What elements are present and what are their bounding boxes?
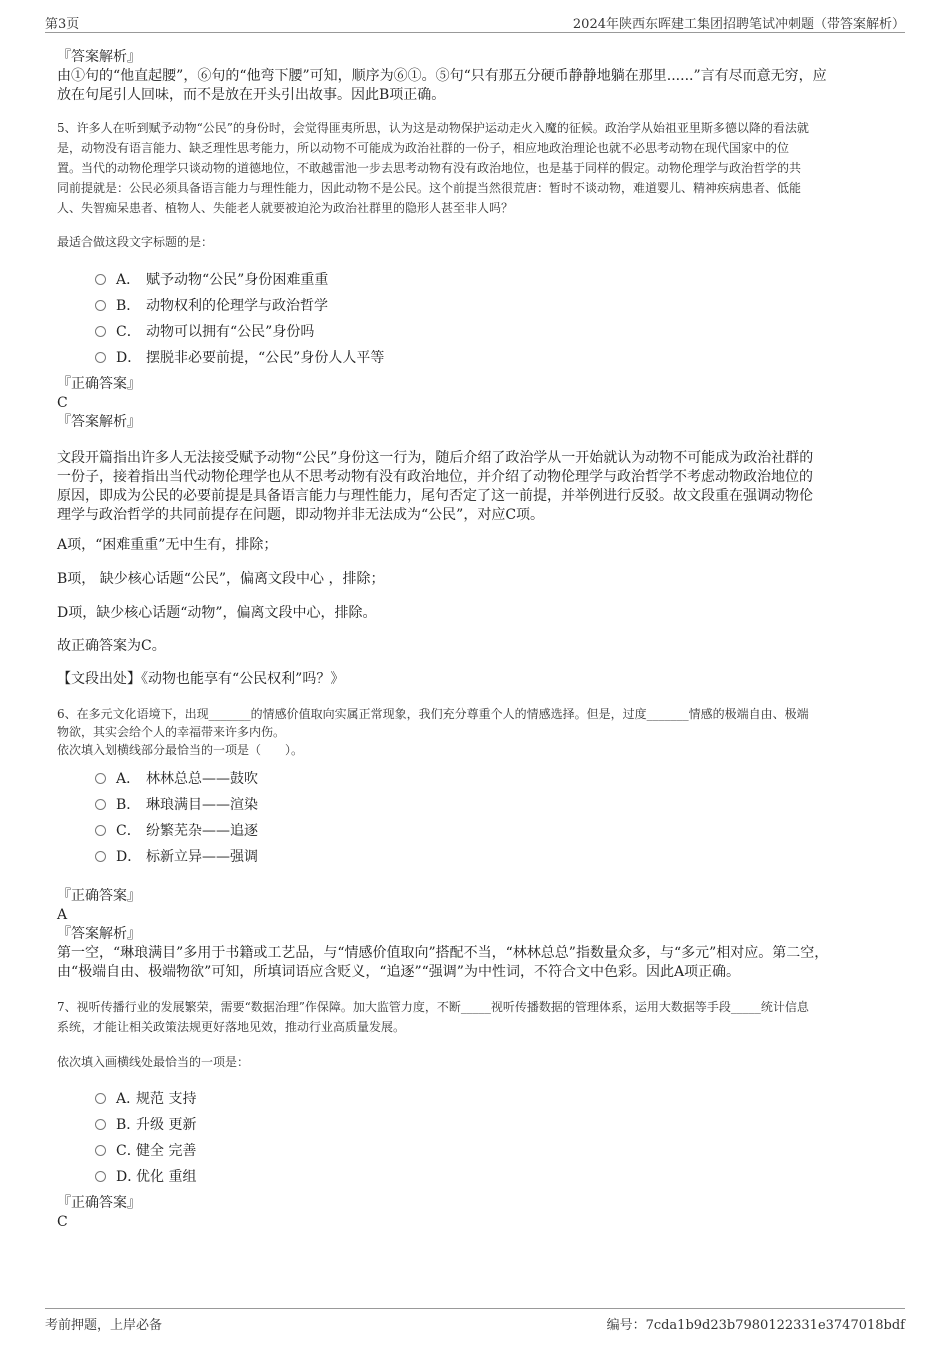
analysis-line: 由“极端自由、极端物欲”可知，所填词语应含贬义，“追逐”“强调”为中性词，不符合文中色彩。因此A项正确。 [57, 964, 741, 980]
option-text: 动物可以拥有“公民”身份吗 [146, 324, 315, 340]
option-text: 琳琅满目——渲染 [146, 797, 258, 813]
option-a[interactable] [95, 269, 328, 289]
header-divider [45, 32, 905, 33]
radio-button-icon[interactable] [95, 326, 106, 337]
option-a[interactable] [95, 1088, 196, 1108]
option-text: 标新立异——强调 [146, 849, 258, 865]
option-d[interactable] [95, 347, 384, 367]
page-number: 第3页 [45, 17, 80, 32]
option-text: 摆脱非必要前提，“公民”身份人人平等 [146, 350, 385, 366]
option-text: 升级 更新 [136, 1117, 197, 1133]
option-text: 规范 支持 [136, 1091, 197, 1107]
radio-button-icon[interactable] [95, 799, 106, 810]
option-text: 林林总总——鼓吹 [146, 771, 258, 787]
radio-button-icon[interactable] [95, 352, 106, 363]
q6-answer [57, 887, 892, 982]
option-c[interactable] [95, 1140, 196, 1160]
option-letter: A． [116, 1091, 141, 1107]
option-letter: D． [116, 1169, 142, 1185]
q5-analysis [57, 449, 892, 525]
answer-label: 『正确答案』 [57, 376, 141, 392]
radio-button-icon[interactable] [95, 300, 106, 311]
analysis-line: 一份子，接着指出当代动物伦理学也从不思考动物有没有政治地位，并介绍了动物伦理学与政治哲学不考虑动物政治地位的 [57, 469, 813, 485]
q5-note-d: D项，缺少核心话题“动物”，偏离文段中心，排除。 [57, 605, 377, 621]
analysis-line: 放在句尾引人回味，而不是放在开头引出故事。因此B项正确。 [57, 87, 446, 103]
question-text: 是，动物没有语言能力、缺乏理性思考能力，所以动物不可能成为政治社群的一份子，相应地政治理论也就不必思考动物在现代国家中的位 [57, 141, 790, 155]
radio-button-icon[interactable] [95, 1145, 106, 1156]
option-d[interactable] [95, 846, 258, 866]
q5-prompt: 最适合做这段文字标题的是： [57, 235, 214, 249]
radio-button-icon[interactable] [95, 1119, 106, 1130]
radio-button-icon[interactable] [95, 1093, 106, 1104]
answer-value: A [57, 907, 68, 923]
radio-button-icon[interactable] [95, 773, 106, 784]
analysis-line: 文段开篇指出许多人无法接受赋予动物“公民”身份这一行为，随后介绍了政治学从一开始就认为动物不可能成为政治社群的 [57, 450, 814, 466]
question-text: 置。当代的动物伦理学只谈动物的道德地位，不敢越雷池一步去思考动物有没有政治地位，也是基于同样的假定。动物伦理学与政治哲学的共 [57, 161, 802, 175]
q5-source: 【文段出处】《动物也能享有“公民权利”吗？》 [57, 671, 345, 687]
question-text: 6、在多元文化语境下，出现_______的情感价值取向实属正常现象，我们充分尊重个人的情感选择。但是，过度_______情感的极端自由、极端 [57, 707, 809, 721]
option-letter: D． [116, 849, 142, 865]
option-letter: C． [116, 1143, 141, 1159]
option-letter: B． [116, 797, 141, 813]
option-b[interactable] [95, 794, 258, 814]
option-text: 赋予动物“公民”身份困难重重 [146, 272, 329, 288]
question-text: 依次填入划横线部分最恰当的一项是（ ）。 [57, 743, 304, 757]
radio-button-icon[interactable] [95, 274, 106, 285]
question-text: 物欲，其实会给个人的幸福带来许多内伤。 [57, 725, 286, 739]
option-b[interactable] [95, 295, 328, 315]
analysis-label: 『答案解析』 [57, 926, 141, 942]
option-text: 健全 完善 [136, 1143, 197, 1159]
footer-divider [45, 1308, 905, 1309]
footer-slogan: 考前押题，上岸必备 [45, 1318, 163, 1333]
q4-analysis [57, 48, 892, 105]
option-letter: B． [116, 298, 141, 314]
option-letter: A． [116, 771, 141, 787]
option-letter: D． [116, 350, 142, 366]
q7-answer [57, 1194, 892, 1232]
question-text: 同前提就是：公民必须具备语言能力与理性能力，因此动物不是公民。这个前提当然很荒唐：暂时不谈动物，难道婴儿、精神疾病患者、低能 [57, 181, 802, 195]
answer-value: C [57, 1214, 68, 1230]
question-text: 5、许多人在听到赋予动物“公民”的身份时，会觉得匪夷所思，认为这是动物保护运动走火入魔的征候。政治学从始祖亚里斯多德以降的看法就 [57, 121, 809, 135]
option-d[interactable] [95, 1166, 196, 1186]
q5-note-a: A项，“困难重重”无中生有，排除； [57, 537, 278, 553]
radio-button-icon[interactable] [95, 851, 106, 862]
question-text: 系统，才能让相关政策法规更好落地见效，推动行业高质量发展。 [57, 1020, 406, 1034]
option-a[interactable] [95, 768, 258, 788]
q6-stem [57, 705, 892, 759]
option-b[interactable] [95, 1114, 196, 1134]
radio-button-icon[interactable] [95, 825, 106, 836]
option-letter: B． [116, 1117, 141, 1133]
option-text: 动物权利的伦理学与政治哲学 [146, 298, 328, 314]
analysis-line: 理学与政治哲学的共同前提存在问题，即动物并非无法成为“公民”，对应C项。 [57, 507, 545, 523]
q5-conclusion: 故正确答案为C。 [57, 638, 166, 654]
option-c[interactable] [95, 321, 314, 341]
analysis-label: 『答案解析』 [57, 414, 141, 430]
q5-note-b: B项， 缺少核心话题“公民”，偏离文段中心 ，排除； [57, 571, 385, 587]
analysis-line: 由①句的“他直起腰”，⑥句的“他弯下腰”可知，顺序为⑥①。⑤句“只有那五分硬币静静地躺在那里......”言有尽而意无穷，应 [57, 68, 827, 84]
q7-prompt: 依次填入画横线处最恰当的一项是： [57, 1055, 250, 1069]
answer-label: 『正确答案』 [57, 1195, 141, 1211]
q7-stem [57, 997, 892, 1037]
q5-answer [57, 375, 892, 432]
question-text: 人、失智痴呆患者、植物人、失能老人就要被迫沦为政治社群里的隐形人甚至非人吗？ [57, 201, 514, 215]
answer-value: C [57, 395, 68, 411]
document-title: 2024年陕西东晖建工集团招聘笔试冲刺题（带答案解析） [572, 17, 905, 32]
analysis-line: 第一空，“琳琅满目”多用于书籍或工艺品，与“情感价值取向”搭配不当，“林林总总”指数量众多，与“多元”相对应。第二空， [57, 945, 829, 961]
option-letter: C． [116, 324, 141, 340]
radio-button-icon[interactable] [95, 1171, 106, 1182]
analysis-line: 原因，即成为公民的必要前提是具备语言能力与理性能力，尾句否定了这一前提，并举例进行反驳。故文段重在强调动物伦 [57, 488, 813, 504]
question-text: 7、视听传播行业的发展繁荣，需要“数据治理”作保障。加大监管力度，不断_____视听传播数据的管理体系，运用大数据等手段_____统计信息 [57, 1000, 809, 1014]
option-letter: C． [116, 823, 141, 839]
option-letter: A． [116, 272, 141, 288]
q5-stem [57, 118, 892, 218]
analysis-label: 『答案解析』 [57, 49, 141, 65]
option-text: 纷繁芜杂——追逐 [146, 823, 258, 839]
document-id: 编号：7cda1b9d23b7980122331e3747018bdf [606, 1318, 905, 1333]
option-c[interactable] [95, 820, 258, 840]
answer-label: 『正确答案』 [57, 888, 141, 904]
option-text: 优化 重组 [136, 1169, 197, 1185]
